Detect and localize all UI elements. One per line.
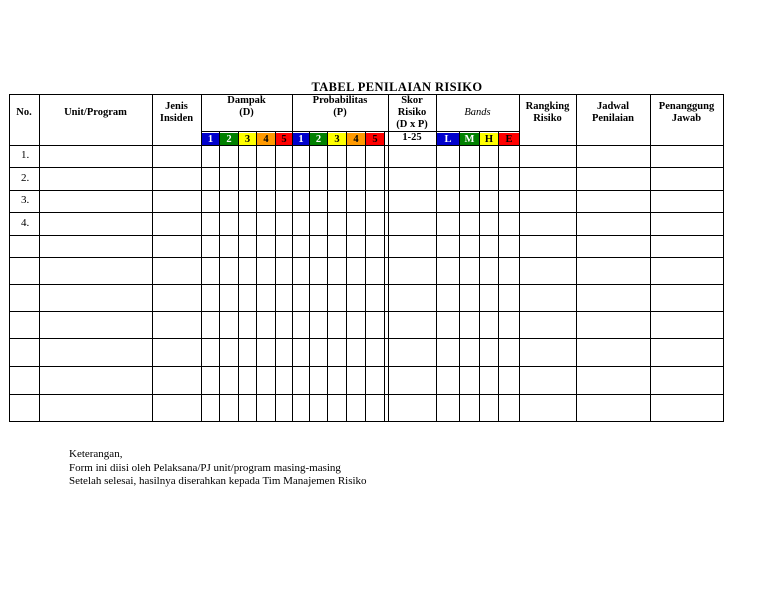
grid-line [327,131,328,421]
grid-line [219,131,220,421]
grid-line [9,284,723,285]
header-no: No. [16,106,32,118]
grid-line [498,131,499,421]
row-number: 1. [21,149,30,161]
probabilitas-level-3: 3 [328,133,346,145]
page-title: TABEL PENILAIAN RISIKO [311,80,483,94]
band-L: L [437,133,459,145]
header-jenis-insiden: Jenis Insiden [159,100,194,124]
grid-line [9,366,723,367]
probabilitas-level-5: 5 [366,133,384,145]
grid-line [256,131,257,421]
row-number: 3. [21,194,30,206]
grid-line [309,131,310,421]
grid-line [479,131,480,421]
dampak-level-2: 2 [220,133,238,145]
header-rangking: Rangking Risiko [525,100,570,124]
grid-line [365,131,366,421]
dampak-level-5: 5 [276,133,292,145]
grid-line [9,212,723,213]
dampak-level-3: 3 [239,133,256,145]
row-number: 4. [21,216,30,229]
notes-line-2: Setelah selesai, hasilnya diserahkan kepada Tim Manajemen Risiko [69,475,367,487]
header-unit-program: Unit/Program [64,106,127,118]
header-skor-risiko: Skor Risiko (D x P) [396,94,428,130]
band-M: M [460,133,479,145]
grid-line [9,311,723,312]
header-bands: Bands [464,106,491,118]
notes-heading: Keterangan, [69,448,123,460]
grid-line [9,94,10,422]
header-penanggung-jawab: Penanggung Jawab [658,100,715,124]
grid-line [9,145,723,146]
grid-line [436,131,519,132]
band-E: E [499,133,519,145]
dampak-level-1: 1 [202,133,219,145]
band-H: H [480,133,498,145]
grid-line [9,235,723,236]
dampak-level-4: 4 [257,133,275,145]
grid-line [9,167,723,168]
grid-line [238,131,239,421]
grid-line [9,394,723,395]
probabilitas-level-1: 1 [293,133,309,145]
notes-section [69,448,367,489]
grid-line [9,190,723,191]
header-dampak: Dampak (D) [227,95,266,118]
grid-line [9,421,723,422]
grid-line [9,257,723,258]
header-skor-range: 1-25 [402,132,422,143]
grid-line [9,338,723,339]
notes-line-1: Form ini diisi oleh Pelaksana/PJ unit/program masing-masing [69,461,341,474]
probabilitas-level-2: 2 [310,133,327,145]
grid-line [346,131,347,421]
probabilitas-level-4: 4 [347,133,365,145]
grid-line [459,131,460,421]
grid-line [384,131,385,421]
header-probabilitas: Probabilitas (P) [312,95,368,118]
row-number: 2. [21,171,30,184]
grid-line [275,131,276,421]
header-jadwal: Jadwal Penilaian [591,100,634,124]
grid-line [723,94,724,422]
grid-line [201,131,436,132]
